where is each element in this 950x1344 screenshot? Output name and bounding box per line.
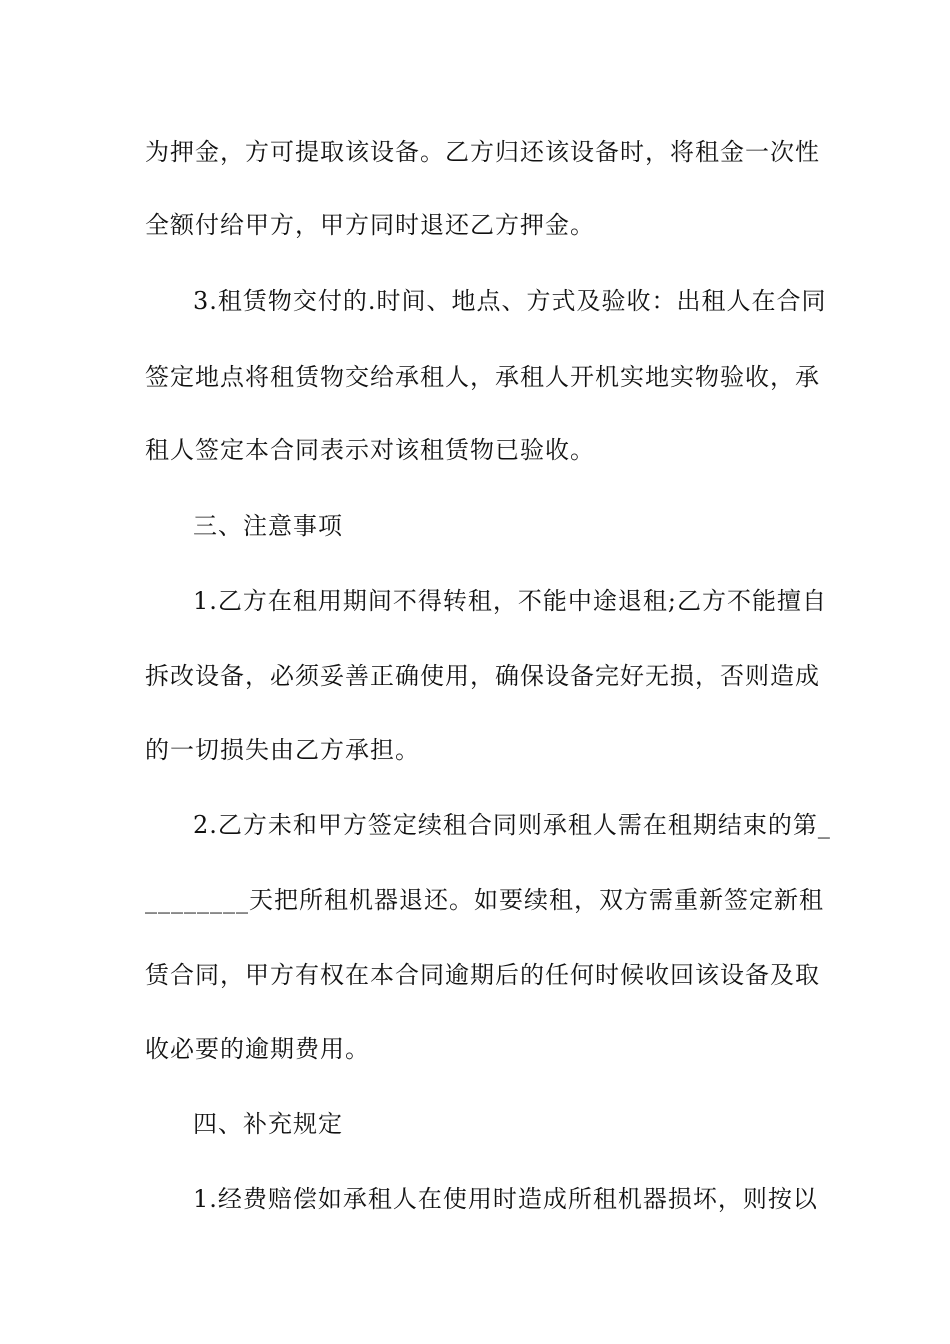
paragraph-line: 签定地点将租赁物交给承租人，承租人开机实地实物验收，承	[145, 363, 820, 391]
paragraph-line: 1.经费赔偿如承租人在使用时造成所租机器损坏，则按以	[193, 1185, 818, 1213]
paragraph-line: 为押金，方可提取该设备。乙方归还该设备时，将租金一次性	[145, 138, 820, 166]
paragraph-line: 赁合同，甲方有权在本合同逾期后的任何时候收回该设备及取	[145, 961, 820, 989]
section-heading: 四、补充规定	[193, 1110, 343, 1138]
section-heading: 三、注意事项	[193, 512, 343, 540]
paragraph-line: ________天把所租机器退还。如要续租，双方需重新签定新租	[145, 886, 824, 914]
paragraph-line: 租人签定本合同表示对该租赁物已验收。	[145, 436, 595, 464]
paragraph-line: 1.乙方在租用期间不得转租，不能中途退租;乙方不能擅自	[193, 587, 827, 615]
paragraph-line: 拆改设备，必须妥善正确使用，确保设备完好无损，否则造成	[145, 662, 820, 690]
paragraph-line: 的一切损失由乙方承担。	[145, 736, 420, 764]
paragraph-line: 全额付给甲方，甲方同时退还乙方押金。	[145, 211, 595, 239]
paragraph-line: 收必要的逾期费用。	[145, 1035, 370, 1063]
paragraph-line: 2.乙方未和甲方签定续租合同则承租人需在租期结束的第_	[193, 811, 831, 839]
paragraph-line: 3.租赁物交付的.时间、地点、方式及验收：出租人在合同	[193, 287, 827, 315]
